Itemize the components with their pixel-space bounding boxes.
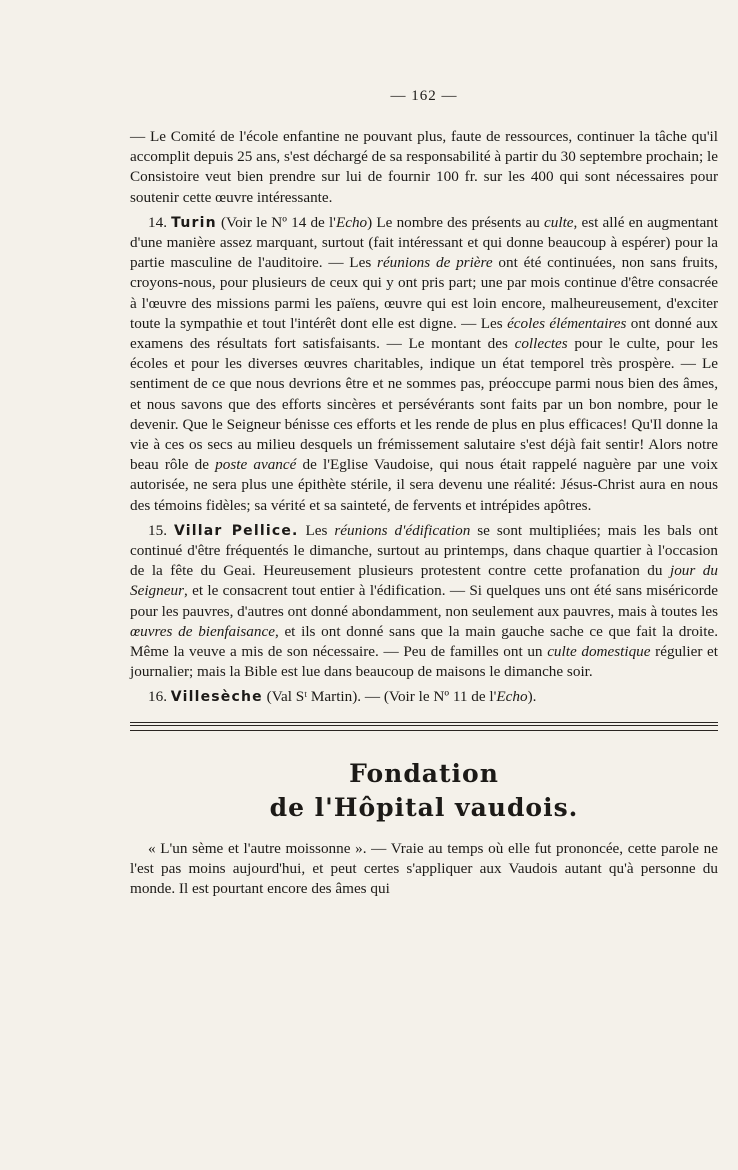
paragraph-ecole-enfantine: — Le Comité de l'école enfantine ne pouvant plus, faute de ressources, continuer la tâche qu'il accomplit depuis 25 ans, s'est déchargé de sa responsabilité à partir du 30 septembre prochain; le Consistoire veut bien prendre sur lui de fournir 100 fr. sur les 400 qui sont nécessaires pour soutenir cette œuvre intéressante. [130, 128, 718, 206]
item-number: 14. [148, 213, 167, 231]
heading-line-1: Fondation [349, 758, 499, 788]
page-number: — 162 — [390, 88, 458, 104]
emphasis: écoles élémentaires [507, 314, 627, 332]
emphasis: réunions de prière [377, 254, 493, 272]
paragraph-villar-pellice [130, 521, 718, 683]
emphasis: jour du Seigneur [130, 562, 718, 600]
text-run: (Voir le Nº 14 de l' [216, 213, 336, 231]
text-run: se sont multipliées; mais les bals ont continué d'être fréquentés le dimanche, surtout au printemps, dans chaque quartier à l'occasion de la fête du Geai. Heureusement plusieurs protestent contre cette profanation du [130, 521, 719, 580]
journal-title: Echo [496, 688, 528, 706]
item-number: 15. [148, 521, 167, 539]
text-run: pour le culte, pour les écoles et pour les diverses œuvres charitables, indique un état temporel très prospère. — Le sentiment de ce que nous devrions être et ne sommes pas, préoccupe parmi nous bien des âmes, et nous savons que des efforts sincères et persévérants sont faits par un bon nombre, pour le devenir. Que le Seigneur bénisse ces efforts et les rende de plus en plus efficaces! Qu'Il donne la vie à ces os secs au milieu desquels un frémissement salutaire s'est déjà fait sentir! Alors notre beau rôle de [130, 335, 718, 474]
text-run: Les [298, 521, 335, 539]
text-run: régulier et journalier; mais la Bible est lue dans beaucoup de maisons le dimanche soir. [130, 643, 719, 681]
paragraph-fondation: « L'un sème et l'autre moissonne ». — Vraie au temps où elle fut prononcée, cette parole ne l'est pas moins aujourd'hui, et peut certes s'appliquer aux Vaudois autant qu'à personne du monde. Il est pourtant encore des âmes qui [130, 839, 718, 898]
text-run: de l'Eglise Vaudoise, qui nous était rappelé naguère par une voix autorisée, ne sera plus une épithète stérile, il sera devenu une réalité: Jésus-Christ aura en nous des témoins fidèles; sa vérité et sa sainteté, de fervents et intrépides apôtres. [130, 456, 719, 514]
text-run: , est allé en augmentant d'une manière assez marquant, surtout (fait intéressant et qui donne beaucoup à espérer) pour la partie masculine de l'auditoire. — Les [130, 213, 718, 272]
text-run: , et le consacrent tout entier à l'édification. — Si quelques uns ont été sans miséricorde pour les pauvres, d'autres ont donné abondamment, non seulement aux pauvres, mais à toutes les [130, 582, 718, 620]
text-run: , et ils ont donné sans que la main gauche sache ce que fait la droite. Même la veuve a mis de son nécessaire. — Peu de familles ont un [130, 622, 718, 661]
emphasis: culte [544, 213, 574, 231]
place-name-villeseche: Villesèche [170, 689, 263, 706]
emphasis: poste avancé [215, 456, 297, 474]
text-run: (Val Sᵗ Martin). — (Voir le Nº 11 de l' [262, 688, 497, 706]
item-number: 16. [148, 688, 167, 706]
paragraph-villeseche [130, 687, 718, 707]
text-run: ont été continuées, non sans fruits, croyons-nous, pour plusieurs de ceux qui y ont pris part; une par mois continue d'être consacrée à l'œuvre des missions parmi les païens, œuvre qui est loin encore, malheureusement, d'exciter toute la sympathie et tout l'intérêt dont elle est digne. — Les [130, 254, 718, 332]
text-run: ont donné aux examens des résultats fort satisfaisants. — Le montant des [130, 314, 719, 353]
heading-line-2: de l'Hôpital vaudois. [269, 792, 579, 822]
paragraph-turin [130, 213, 718, 516]
section-heading [130, 757, 718, 825]
double-rule-divider [130, 722, 718, 726]
emphasis: culte domestique [547, 643, 651, 661]
emphasis: collectes [514, 335, 568, 353]
place-name-turin: Turin [171, 214, 217, 231]
rule-divider [130, 730, 718, 731]
emphasis: œuvres de bienfaisance [130, 622, 275, 640]
text-run: ) Le nombre des présents au [367, 213, 545, 231]
journal-title: Echo [335, 213, 368, 231]
emphasis: réunions d'édification [334, 521, 471, 539]
place-name-villar-pellice: Villar Pellice. [173, 522, 299, 539]
text-run: ). [527, 688, 537, 706]
